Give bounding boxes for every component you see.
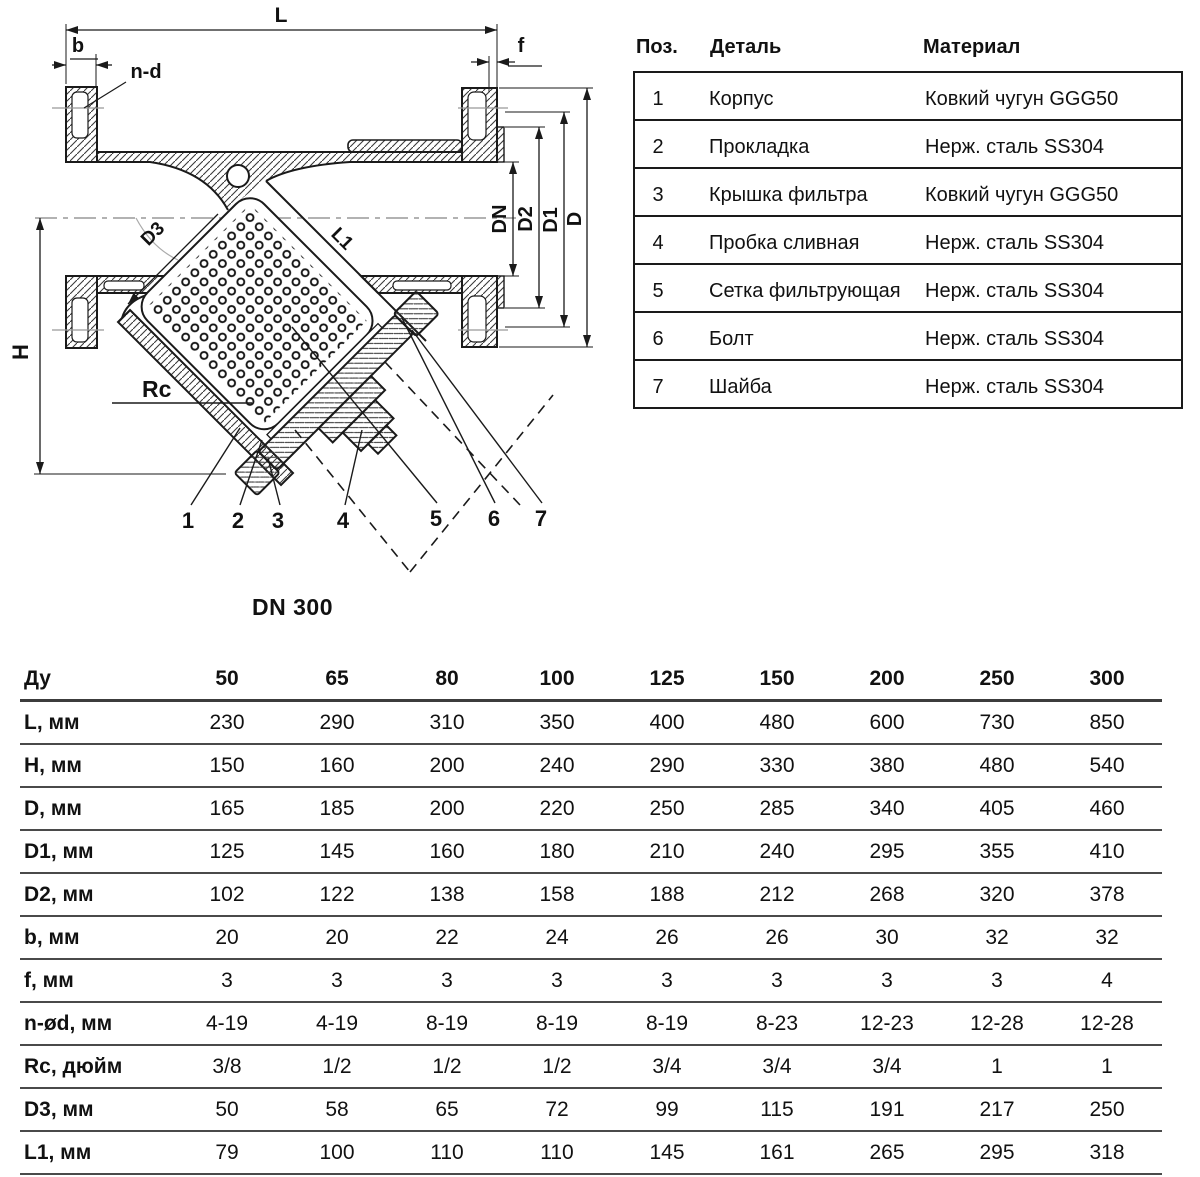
parts-table-row (635, 313, 1181, 361)
dims-column-header: 200 (832, 658, 942, 701)
dims-value-cell: 138 (392, 873, 502, 916)
dims-value-cell: 4-19 (172, 1002, 282, 1045)
dims-value-cell: 355 (942, 830, 1052, 873)
dims-value-cell: 3 (172, 959, 282, 1002)
dims-value-cell: 79 (172, 1131, 282, 1174)
dims-row (20, 744, 1162, 787)
dims-value-cell: 200 (392, 744, 502, 787)
parts-cell-material: Ковкий чугун GGG50 (925, 184, 1119, 206)
dims-value-cell: 72 (502, 1088, 612, 1131)
dims-row-label: Rc, дюйм (20, 1045, 172, 1088)
dim-label-D1: D1 (540, 207, 562, 233)
dims-value-cell: 8-23 (722, 1002, 832, 1045)
dims-value-cell: 161 (722, 1131, 832, 1174)
dim-label-D3: D3 (137, 218, 170, 251)
dimensions-table (20, 658, 1162, 1175)
dims-row (20, 959, 1162, 1002)
dims-value-cell: 320 (942, 873, 1052, 916)
dims-value-cell: 145 (282, 830, 392, 873)
part-number-1: 1 (181, 508, 195, 533)
dims-value-cell: 405 (942, 787, 1052, 830)
dims-value-cell: 460 (1052, 787, 1162, 830)
parts-cell-pos: 4 (652, 232, 664, 254)
dim-label-n-d: n-d (130, 61, 162, 83)
dims-row-label: n-ød, мм (20, 1002, 172, 1045)
parts-table-row (635, 265, 1181, 313)
dims-value-cell: 600 (832, 701, 942, 745)
dims-value-cell: 3/4 (722, 1045, 832, 1088)
dims-value-cell: 340 (832, 787, 942, 830)
dims-value-cell: 3/4 (612, 1045, 722, 1088)
parts-cell-detail: Прокладка (709, 136, 810, 158)
dims-column-header: 150 (722, 658, 832, 701)
parts-cell-detail: Болт (709, 328, 754, 350)
dims-value-cell: 295 (832, 830, 942, 873)
dims-value-cell: 180 (502, 830, 612, 873)
dims-row (20, 830, 1162, 873)
dims-value-cell: 50 (172, 1088, 282, 1131)
dims-row (20, 787, 1162, 830)
parts-materials-table (633, 36, 1183, 409)
dims-value-cell: 30 (832, 916, 942, 959)
dims-value-cell: 22 (392, 916, 502, 959)
part-number-5: 5 (429, 506, 443, 531)
dims-value-cell: 378 (1052, 873, 1162, 916)
dims-row-label: L, мм (20, 701, 172, 745)
dims-value-cell: 1 (1052, 1045, 1162, 1088)
dims-value-cell: 12-28 (1052, 1002, 1162, 1045)
dims-value-cell: 318 (1052, 1131, 1162, 1174)
parts-table-row (635, 121, 1181, 169)
dims-value-cell: 212 (722, 873, 832, 916)
dims-value-cell: 4 (1052, 959, 1162, 1002)
dim-label-DN: DN (489, 204, 511, 234)
dims-value-cell: 99 (612, 1088, 722, 1131)
parts-cell-detail: Сетка фильтрующая (709, 280, 901, 302)
dims-value-cell: 217 (942, 1088, 1052, 1131)
dims-column-header: 50 (172, 658, 282, 701)
dims-corner-label: Ду (20, 658, 172, 701)
dims-row-label: f, мм (20, 959, 172, 1002)
dims-value-cell: 200 (392, 787, 502, 830)
dims-value-cell: 125 (172, 830, 282, 873)
dims-value-cell: 102 (172, 873, 282, 916)
dims-value-cell: 65 (392, 1088, 502, 1131)
dims-value-cell: 1/2 (282, 1045, 392, 1088)
parts-table-row (635, 73, 1181, 121)
dims-row-label: D, мм (20, 787, 172, 830)
dims-value-cell: 480 (722, 701, 832, 745)
parts-cell-detail: Корпус (709, 88, 774, 110)
dims-value-cell: 20 (172, 916, 282, 959)
parts-cell-material: Нерж. сталь SS304 (925, 136, 1104, 158)
dim-label-Rc: Rc (142, 376, 172, 402)
dims-value-cell: 150 (172, 744, 282, 787)
dims-value-cell: 230 (172, 701, 282, 745)
parts-cell-material: Ковкий чугун GGG50 (925, 88, 1119, 110)
parts-cell-material: Нерж. сталь SS304 (925, 280, 1104, 302)
dims-column-header: 80 (392, 658, 502, 701)
parts-cell-material: Нерж. сталь SS304 (925, 376, 1104, 398)
dims-row (20, 1045, 1162, 1088)
part-number-3: 3 (271, 508, 285, 533)
dims-row (20, 873, 1162, 916)
dims-value-cell: 250 (1052, 1088, 1162, 1131)
dims-value-cell: 268 (832, 873, 942, 916)
dims-value-cell: 310 (392, 701, 502, 745)
dims-value-cell: 3 (392, 959, 502, 1002)
parts-cell-pos: 5 (652, 280, 664, 302)
dim-label-b: b (71, 35, 85, 57)
dimensions-table-wrap (20, 658, 1162, 1175)
dims-value-cell: 290 (282, 701, 392, 745)
parts-cell-detail: Шайба (709, 376, 772, 398)
dims-value-cell: 185 (282, 787, 392, 830)
parts-cell-pos: 6 (652, 328, 664, 350)
dim-label-D2: D2 (515, 206, 537, 232)
dims-row (20, 1002, 1162, 1045)
dim-label-D: D (564, 211, 586, 227)
dims-value-cell: 58 (282, 1088, 392, 1131)
dims-value-cell: 3 (282, 959, 392, 1002)
strainer-technical-drawing (0, 0, 620, 632)
parts-cell-material: Нерж. сталь SS304 (925, 328, 1104, 350)
dims-value-cell: 3 (832, 959, 942, 1002)
dims-value-cell: 145 (612, 1131, 722, 1174)
parts-cell-detail: Крышка фильтра (709, 184, 868, 206)
part-number-7: 7 (534, 506, 548, 531)
parts-header-detail: Деталь (710, 36, 782, 58)
parts-cell-pos: 1 (652, 88, 664, 110)
dims-value-cell: 3/4 (832, 1045, 942, 1088)
dims-value-cell: 3 (502, 959, 612, 1002)
dims-value-cell: 110 (502, 1131, 612, 1174)
dims-value-cell: 100 (282, 1131, 392, 1174)
dims-value-cell: 26 (612, 916, 722, 959)
dims-value-cell: 122 (282, 873, 392, 916)
dims-value-cell: 20 (282, 916, 392, 959)
dims-column-header: 65 (282, 658, 392, 701)
parts-table-body (633, 71, 1183, 409)
parts-table-row (635, 169, 1181, 217)
dims-row (20, 1088, 1162, 1131)
dims-value-cell: 290 (612, 744, 722, 787)
dims-column-header: 250 (942, 658, 1052, 701)
dims-row (20, 1131, 1162, 1174)
dims-value-cell: 285 (722, 787, 832, 830)
dims-value-cell: 295 (942, 1131, 1052, 1174)
dims-value-cell: 8-19 (612, 1002, 722, 1045)
dims-value-cell: 3 (612, 959, 722, 1002)
dims-column-header: 100 (502, 658, 612, 701)
dims-value-cell: 12-23 (832, 1002, 942, 1045)
dims-header-row (20, 658, 1162, 701)
parts-cell-pos: 3 (652, 184, 664, 206)
dims-value-cell: 730 (942, 701, 1052, 745)
dims-value-cell: 12-28 (942, 1002, 1052, 1045)
dims-value-cell: 158 (502, 873, 612, 916)
dim-label-L1: L1 (326, 223, 358, 255)
dims-column-header: 300 (1052, 658, 1162, 701)
dims-value-cell: 3 (722, 959, 832, 1002)
dims-value-cell: 1/2 (502, 1045, 612, 1088)
dims-value-cell: 265 (832, 1131, 942, 1174)
parts-cell-pos: 2 (652, 136, 664, 158)
parts-cell-material: Нерж. сталь SS304 (925, 232, 1104, 254)
dims-row-label: D3, мм (20, 1088, 172, 1131)
dims-value-cell: 380 (832, 744, 942, 787)
dims-value-cell: 240 (502, 744, 612, 787)
dims-value-cell: 191 (832, 1088, 942, 1131)
dims-column-header: 125 (612, 658, 722, 701)
dims-value-cell: 540 (1052, 744, 1162, 787)
dims-value-cell: 3 (942, 959, 1052, 1002)
dims-value-cell: 32 (942, 916, 1052, 959)
dims-value-cell: 1/2 (392, 1045, 502, 1088)
parts-header-material: Материал (923, 36, 1021, 58)
dims-value-cell: 160 (392, 830, 502, 873)
dims-value-cell: 110 (392, 1131, 502, 1174)
dims-value-cell: 26 (722, 916, 832, 959)
dims-value-cell: 4-19 (282, 1002, 392, 1045)
part-number-6: 6 (487, 506, 501, 531)
dims-value-cell: 400 (612, 701, 722, 745)
dims-value-cell: 220 (502, 787, 612, 830)
part-number-2: 2 (231, 508, 245, 533)
dims-value-cell: 160 (282, 744, 392, 787)
dims-row-label: b, мм (20, 916, 172, 959)
parts-cell-detail: Пробка сливная (709, 232, 860, 254)
dims-value-cell: 3/8 (172, 1045, 282, 1088)
parts-table-row (635, 217, 1181, 265)
dim-label-f: f (517, 35, 525, 57)
diagram-caption: DN 300 (252, 594, 333, 620)
dims-value-cell: 350 (502, 701, 612, 745)
dims-row (20, 701, 1162, 745)
dims-row-label: D2, мм (20, 873, 172, 916)
dims-value-cell: 188 (612, 873, 722, 916)
parts-table-row (635, 361, 1181, 407)
dims-value-cell: 8-19 (392, 1002, 502, 1045)
parts-table-header (633, 36, 1183, 68)
part-number-4: 4 (336, 508, 350, 533)
dims-row-label: D1, мм (20, 830, 172, 873)
dims-value-cell: 1 (942, 1045, 1052, 1088)
dim-label-H: H (8, 344, 33, 360)
dims-row (20, 916, 1162, 959)
dims-value-cell: 480 (942, 744, 1052, 787)
dims-value-cell: 165 (172, 787, 282, 830)
dims-row-label: L1, мм (20, 1131, 172, 1174)
dims-value-cell: 410 (1052, 830, 1162, 873)
parts-cell-pos: 7 (652, 376, 664, 398)
dims-row-label: H, мм (20, 744, 172, 787)
dims-value-cell: 850 (1052, 701, 1162, 745)
dims-value-cell: 8-19 (502, 1002, 612, 1045)
dim-label-L: L (274, 4, 288, 27)
dims-value-cell: 250 (612, 787, 722, 830)
dims-value-cell: 24 (502, 916, 612, 959)
dims-value-cell: 115 (722, 1088, 832, 1131)
dims-value-cell: 210 (612, 830, 722, 873)
dims-value-cell: 240 (722, 830, 832, 873)
parts-header-pos: Поз. (636, 36, 678, 58)
dims-value-cell: 330 (722, 744, 832, 787)
dims-value-cell: 32 (1052, 916, 1162, 959)
